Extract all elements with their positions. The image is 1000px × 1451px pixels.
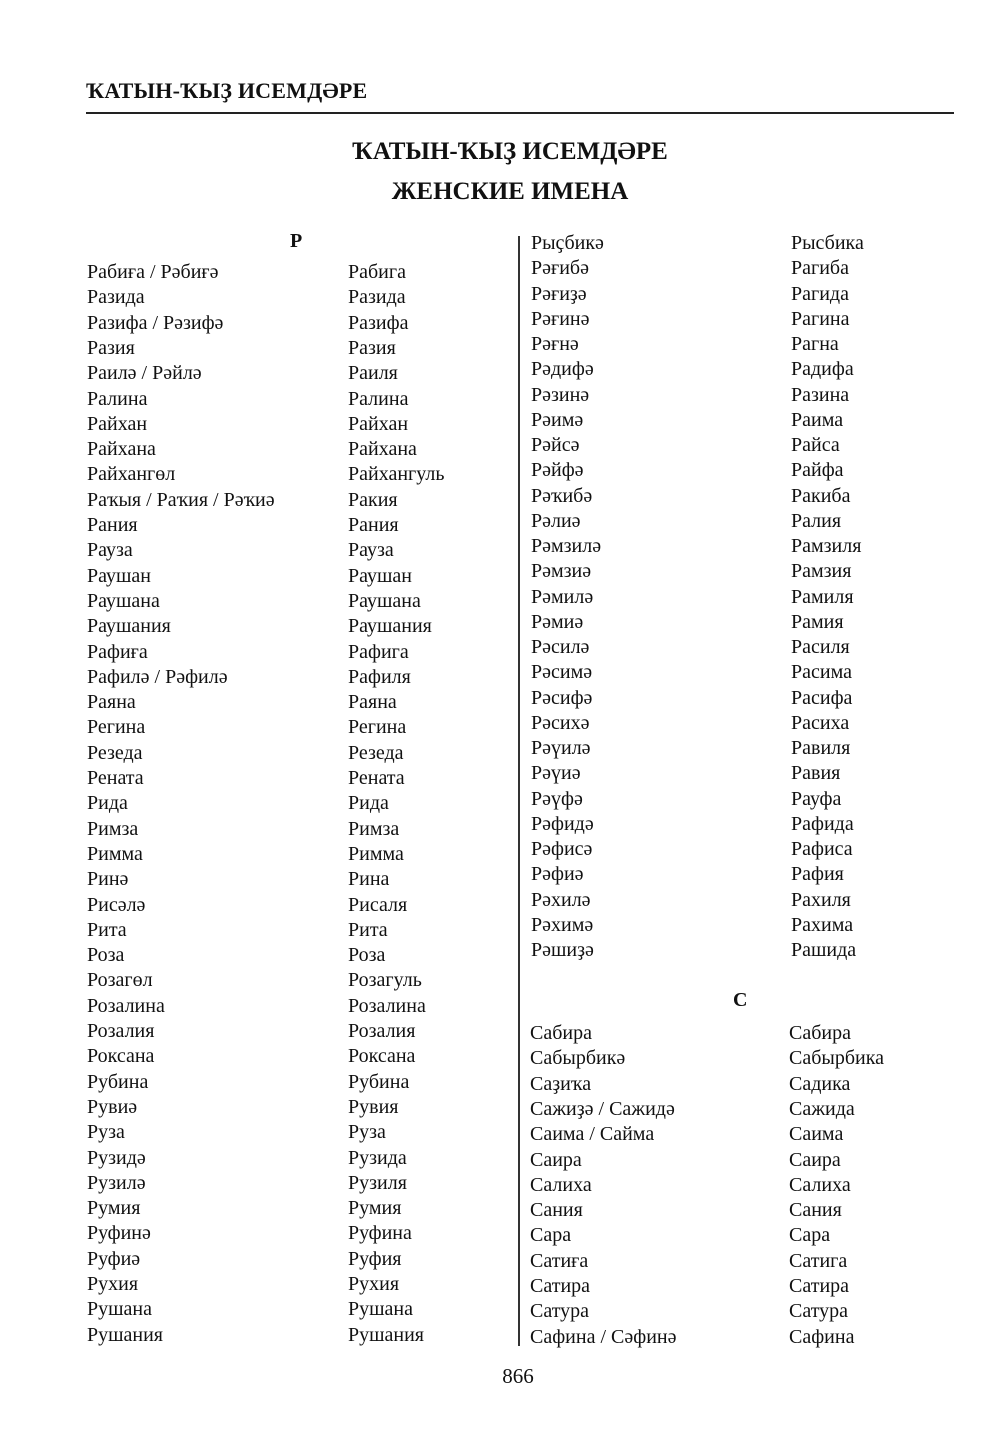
page-title: ҠАТЫН-ҠЫҘ ИСЕМДӘРЕ <box>352 138 668 165</box>
name-russian: Рауфа <box>791 787 842 810</box>
name-russian: Райхана <box>348 438 417 461</box>
name-bashkir: Рузидә <box>87 1146 146 1169</box>
name-russian: Сажида <box>789 1097 855 1120</box>
name-bashkir: Рәфидә <box>531 812 594 835</box>
name-russian: Рушания <box>348 1323 425 1346</box>
name-russian: Рафида <box>791 812 854 835</box>
name-russian: Разия <box>348 336 396 359</box>
name-russian: Райхан <box>348 412 409 435</box>
name-russian: Рина <box>348 868 390 891</box>
name-russian: Рамзиля <box>791 535 862 557</box>
name-bashkir: Салиха <box>530 1173 592 1196</box>
name-russian: Рисаля <box>348 893 408 916</box>
name-bashkir: Рәдифә <box>531 358 594 381</box>
name-russian: Рагна <box>791 333 839 355</box>
name-bashkir: Рәғибә <box>531 257 589 280</box>
name-russian: Сабира <box>789 1022 851 1044</box>
name-russian: Раяна <box>348 691 397 714</box>
name-bashkir: Раҡыя / Раҡия / Рәҡиә <box>87 488 275 511</box>
name-bashkir: Рафиға <box>87 640 148 663</box>
name-bashkir: Сатира <box>530 1275 591 1297</box>
name-russian: Рамиля <box>791 585 854 608</box>
running-head: ҠАТЫН-ҠЫҘ ИСЕМДӘРЕ <box>86 78 368 103</box>
name-bashkir: Раушана <box>87 589 160 612</box>
name-russian: Розалина <box>348 994 426 1017</box>
name-russian: Розагуль <box>348 969 422 992</box>
name-russian: Рафиса <box>791 838 853 860</box>
name-bashkir: Рәүилә <box>531 737 591 759</box>
name-bashkir: Раилә / Рәйлә <box>87 362 202 385</box>
name-russian: Рафига <box>348 640 409 663</box>
name-bashkir: Роксана <box>87 1045 155 1068</box>
name-bashkir: Рушания <box>87 1323 164 1346</box>
name-bashkir: Рәсилә <box>531 636 590 658</box>
name-bashkir: Рувиә <box>87 1095 138 1118</box>
name-bashkir: Рәғиҙә <box>531 282 587 305</box>
name-bashkir: Сатура <box>530 1300 590 1323</box>
name-russian: Салиха <box>789 1173 851 1196</box>
name-russian: Рузида <box>348 1146 407 1169</box>
name-bashkir: Рената <box>87 767 144 789</box>
name-bashkir: Рәмзилә <box>531 535 602 557</box>
name-russian: Разина <box>791 383 850 406</box>
name-bashkir: Рәүфә <box>531 787 583 810</box>
name-bashkir: Руза <box>87 1121 125 1144</box>
name-russian: Сара <box>789 1224 831 1247</box>
name-bashkir: Рубина <box>87 1070 149 1093</box>
name-russian: Рита <box>348 918 388 941</box>
name-bashkir: Сатиға <box>530 1249 589 1272</box>
name-russian: Рабига <box>348 261 406 283</box>
name-bashkir: Рәимә <box>531 408 584 431</box>
name-russian: Рената <box>348 767 405 789</box>
name-bashkir: Сара <box>530 1224 572 1247</box>
name-russian: Разида <box>348 286 406 309</box>
name-russian: Сабырбика <box>789 1047 884 1070</box>
page-number: 866 <box>502 1364 534 1388</box>
name-bashkir: Розалия <box>87 1020 155 1042</box>
name-russian: Руфия <box>348 1247 402 1270</box>
name-bashkir: Раяна <box>87 691 136 714</box>
name-bashkir: Рафилә / Рәфилә <box>87 665 228 688</box>
name-russian: Римма <box>348 842 404 865</box>
name-bashkir: Рабиға / Рәбиғә <box>87 261 219 283</box>
name-bashkir: Сания <box>530 1199 583 1222</box>
name-bashkir: Рухия <box>87 1273 139 1295</box>
name-russian: Рагиба <box>791 257 849 280</box>
name-bashkir: Сажиҙә / Сажидә <box>530 1097 675 1120</box>
name-bashkir: Римза <box>87 817 139 840</box>
name-bashkir: Рида <box>87 792 128 815</box>
name-bashkir: Саҙиҡа <box>530 1072 592 1095</box>
name-russian: Ракия <box>348 488 398 511</box>
name-bashkir: Рәүиә <box>531 762 581 785</box>
name-bashkir: Рыҫбикә <box>531 232 604 254</box>
name-russian: Рамзия <box>791 560 852 583</box>
name-russian: Рысбика <box>791 232 864 254</box>
name-bashkir: Раушания <box>87 615 171 638</box>
name-bashkir: Рәйфә <box>531 459 584 482</box>
name-russian: Сатига <box>789 1249 848 1272</box>
name-russian: Расима <box>791 661 852 684</box>
name-bashkir: Рәфиә <box>531 863 584 886</box>
name-russian: Райса <box>791 434 840 456</box>
name-russian: Расиля <box>791 636 850 658</box>
name-russian: Раушания <box>348 615 432 638</box>
name-russian: Саира <box>789 1148 841 1171</box>
name-bashkir: Рәмзиә <box>531 560 592 583</box>
name-russian: Сатура <box>789 1300 849 1323</box>
name-russian: Рагида <box>791 282 849 305</box>
name-bashkir: Саира <box>530 1148 582 1171</box>
name-bashkir: Рита <box>87 918 127 941</box>
name-bashkir: Рәҡибә <box>531 484 593 507</box>
name-russian: Раима <box>791 408 844 431</box>
name-russian: Рахиля <box>791 888 851 911</box>
name-russian: Ралия <box>791 509 842 532</box>
name-bashkir: Райхангөл <box>87 463 176 486</box>
name-russian: Ракиба <box>791 484 851 507</box>
name-bashkir: Рәзинә <box>531 383 590 406</box>
name-russian: Рузиля <box>348 1171 407 1194</box>
name-russian: Рауза <box>348 539 394 562</box>
header-rule <box>86 112 954 114</box>
name-bashkir: Регина <box>87 716 146 739</box>
name-bashkir: Рәлиә <box>531 509 581 532</box>
name-russian: Руза <box>348 1121 386 1144</box>
name-bashkir: Рауза <box>87 539 133 562</box>
name-russian: Рубина <box>348 1070 410 1093</box>
name-bashkir: Розалина <box>87 994 165 1017</box>
name-russian: Равиля <box>791 737 851 759</box>
name-bashkir: Римма <box>87 842 143 865</box>
name-russian: Рувия <box>348 1095 399 1118</box>
name-russian: Саима <box>789 1123 844 1146</box>
name-russian: Рагина <box>791 307 850 330</box>
name-bashkir: Розагөл <box>87 969 153 992</box>
name-bashkir: Рәмилә <box>531 585 594 608</box>
name-bashkir: Разида <box>87 286 145 309</box>
name-russian: Рания <box>348 514 399 536</box>
name-bashkir: Рузилә <box>87 1171 146 1194</box>
name-russian: Райхангуль <box>348 463 445 486</box>
name-bashkir: Рәсихә <box>531 711 590 734</box>
name-bashkir: Рәхилә <box>531 888 591 911</box>
name-russian: Рушана <box>348 1298 413 1321</box>
name-bashkir: Рәфисә <box>531 838 593 860</box>
name-bashkir: Роза <box>87 944 125 967</box>
name-bashkir: Саима / Сайма <box>530 1123 655 1146</box>
name-bashkir: Рәғнә <box>531 333 579 355</box>
name-bashkir: Райхан <box>87 412 148 435</box>
name-russian: Роксана <box>348 1045 416 1068</box>
name-russian: Рухия <box>348 1273 400 1295</box>
name-bashkir: Рәйсә <box>531 434 580 456</box>
name-bashkir: Рәмиә <box>531 610 584 633</box>
name-russian: Ралина <box>348 387 409 410</box>
name-russian: Рашида <box>791 939 857 961</box>
name-russian: Раушан <box>348 564 412 587</box>
name-bashkir: Рәсимә <box>531 661 593 684</box>
name-russian: Рахима <box>791 913 854 936</box>
name-bashkir: Резеда <box>87 741 143 764</box>
section-letter-r: Р <box>290 230 303 252</box>
name-bashkir: Руфиә <box>87 1247 141 1270</box>
name-bashkir: Райхана <box>87 438 156 461</box>
name-bashkir: Румия <box>87 1197 141 1220</box>
page-subtitle: ЖЕНСКИЕ ИМЕНА <box>391 178 629 205</box>
name-bashkir: Сафина / Сәфинә <box>530 1325 677 1348</box>
name-bashkir: Разия <box>87 336 135 359</box>
name-russian: Раиля <box>348 362 398 385</box>
name-bashkir: Руфинә <box>87 1222 151 1245</box>
name-russian: Сафина <box>789 1325 855 1348</box>
name-russian: Розалия <box>348 1020 416 1042</box>
name-russian: Резеда <box>348 741 404 764</box>
name-russian: Сатира <box>789 1275 850 1297</box>
name-russian: Садика <box>789 1072 851 1095</box>
name-bashkir: Рушана <box>87 1298 152 1321</box>
name-bashkir: Сабырбикә <box>530 1047 626 1070</box>
name-bashkir: Рисәлә <box>87 893 146 916</box>
name-russian: Рафия <box>791 863 844 886</box>
name-russian: Равия <box>791 762 841 785</box>
name-bashkir: Рәғинә <box>531 307 590 330</box>
name-russian: Рамия <box>791 610 844 633</box>
name-bashkir: Рәшиҙә <box>531 939 594 961</box>
name-russian: Рида <box>348 792 389 815</box>
name-russian: Райфа <box>791 459 844 482</box>
name-bashkir: Разифа / Рәзифә <box>87 311 224 334</box>
name-russian: Радифа <box>791 358 854 381</box>
name-russian: Раушана <box>348 589 421 612</box>
name-russian: Расифа <box>791 686 853 709</box>
name-bashkir: Раушан <box>87 564 151 587</box>
name-bashkir: Рания <box>87 514 138 536</box>
name-russian: Регина <box>348 716 407 739</box>
name-russian: Расиха <box>791 711 850 734</box>
name-russian: Римза <box>348 817 400 840</box>
name-bashkir: Рәхимә <box>531 913 594 936</box>
name-bashkir: Ралина <box>87 387 148 410</box>
name-russian: Рафиля <box>348 665 411 688</box>
column-divider <box>518 236 520 1346</box>
name-bashkir: Рәсифә <box>531 686 593 709</box>
name-russian: Руфина <box>348 1222 412 1245</box>
name-bashkir: Сабира <box>530 1022 592 1044</box>
name-bashkir: Ринә <box>87 868 129 891</box>
name-russian: Разифа <box>348 311 409 334</box>
name-russian: Роза <box>348 944 386 967</box>
name-russian: Румия <box>348 1197 402 1220</box>
section-letter-s: С <box>733 989 748 1011</box>
name-russian: Сания <box>789 1199 842 1222</box>
